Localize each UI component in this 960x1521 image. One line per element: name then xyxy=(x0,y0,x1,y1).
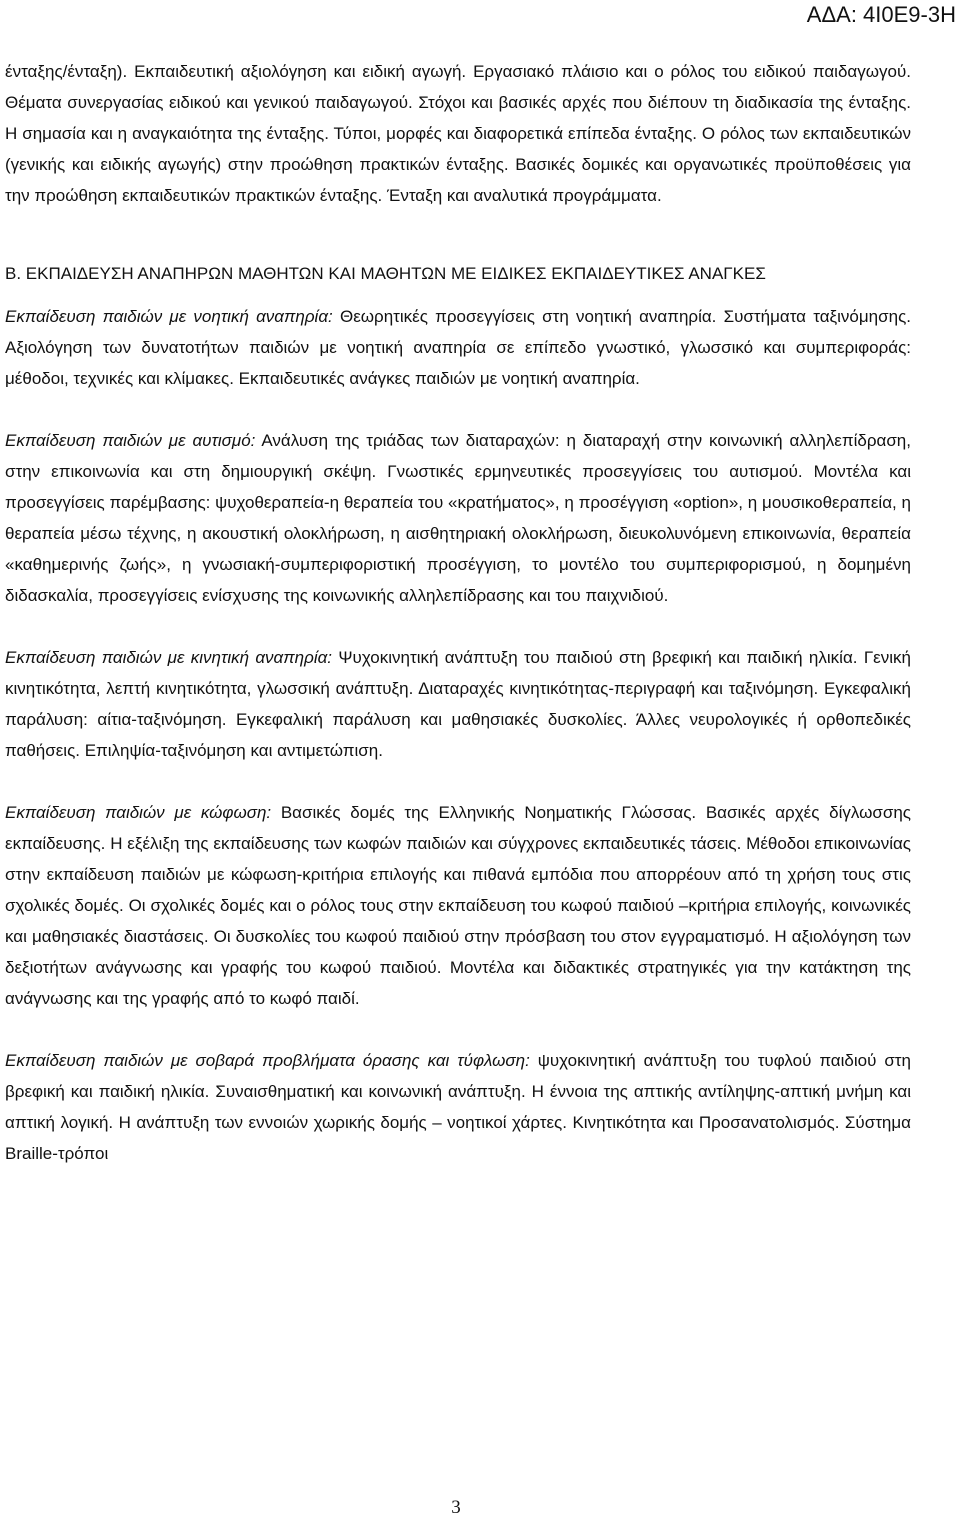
section-autism xyxy=(5,425,911,611)
page-number: 3 xyxy=(451,1497,461,1518)
topic-text: Βασικές δομές της Ελληνικής Νοηματικής Γλώσσας. Βασικές αρχές δίγλωσσης εκπαίδευσης. Η εξέλιξη της εκπαίδευσης των κωφών παιδιών και σύγχρονες εκπαιδευτικές τάσεις. Μέθοδοι επικοινωνίας στην εκπαίδευση παιδιών με κώφωση-κριτήρια επιλογής και πιθανά εμπόδια που απορρέουν από τη χρήση τους στις σχολικές δομές. Οι σχολικές δομές και ο ρόλος τους στην εκπαίδευση του κωφού παιδιού –κριτήρια επιλογής, κοινωνικές και μαθησιακές διαστάσεις. Οι δυσκολίες του κωφού παιδιού στην πρόσβαση του στον εγγραματισμό. Η αξιολόγηση των δεξιοτήτων ανάγνωσης και γραφής του κωφού παιδιού. Μοντέλα και διδακτικές στρατηγικές για την κατάκτηση της ανάγνωσης και της γραφής από το κωφό παιδί. xyxy=(5,803,911,1008)
topic-title: Εκπαίδευση παιδιών με αυτισμό: xyxy=(5,431,256,450)
section-deafness xyxy=(5,797,911,1014)
topic-title: Εκπαίδευση παιδιών με κινητική αναπηρία: xyxy=(5,648,333,667)
topic-text: ψυχοκινητική ανάπτυξη του τυφλού παιδιού στη βρεφική και παιδική ηλικία. Συναισθηματική και κοινωνική ανάπτυξη. Η έννοια της απτικής αντίληψης-απτική μνήμη και απτική λογική. Η ανάπτυξη των εννοιών χωρικής δομής – νοητικοί χάρτες. Κινητικότητα και Προσανατολισμός. Σύστημα Braille-τρόποι xyxy=(5,1051,911,1163)
section-heading: Β. ΕΚΠΑΙΔΕΥΣΗ ΑΝΑΠΗΡΩΝ ΜΑΘΗΤΩΝ ΚΑΙ ΜΑΘΗΤΩΝ ΜΕ ΕΙΔΙΚΕΣ ΕΚΠΑΙΔΕΥΤΙΚΕΣ ΑΝΑΓΚΕΣ xyxy=(5,264,766,283)
section-visual-impairment xyxy=(5,1045,911,1169)
topic-text: Θεωρητικές προσεγγίσεις στη νοητική αναπηρία. Συστήματα ταξινόμησης. Αξιολόγηση των δυνατοτήτων παιδιών με νοητική αναπηρία σε επίπεδο γνωστικό, γλωσσικό και συμπεριφοράς: μέθοδοι, τεχνικές και κλίμακες. Εκπαιδευτικές ανάγκες παιδιών με νοητική αναπηρία. xyxy=(5,307,911,388)
intro-paragraph: ένταξης/ένταξη). Εκπαιδευτική αξιολόγηση και ειδική αγωγή. Εργασιακό πλάισιο και ο ρόλος του ειδικού παιδαγωγού. Θέματα συνεργασίας ειδικού και γενικού παιδαγωγού. Στόχοι και βασικές αρχές που διέπουν τη διαδικασία της ένταξης. Η σημασία και η αναγκαιότητα της ένταξης. Τύποι, μορφές και διαφορετικά επίπεδα ένταξης. Ο ρόλος των εκπαιδευτικών (γενικής και ειδικής αγωγής) στην προώθηση πρακτικών ένταξης. Βασικές δομικές και οργανωτικές προϋποθέσεις για την προώθηση εκπαιδευτικών πρακτικών ένταξης. Ένταξη και αναλυτικά προγράμματα. xyxy=(5,62,911,205)
topic-title: Εκπαίδευση παιδιών με κώφωση: xyxy=(5,803,272,822)
page-body xyxy=(5,56,911,1169)
topic-title: Εκπαίδευση παιδιών με σοβαρά προβλήματα όρασης και τύφλωση: xyxy=(5,1051,530,1070)
topic-text: Ανάλυση της τριάδας των διαταραχών: η διαταραχή στην κοινωνική αλληλεπίδραση, στην επικοινωνία και στη δημιουργική σκέψη. Γνωστικές ερμηνευτικές προσεγγίσεις του αυτισμού. Μοντέλα και προσεγγίσεις παρέμβασης: ψυχοθεραπεία-η θεραπεία του «κρατήματος», η προσέγγιση «option», η μουσικοθεραπεία, η θεραπεία μέσω τέχνης, η ακουστική ολοκλήρωση, η αισθητηριακή ολοκλήρωση, διευκολυνόμενη επικοινωνία, θεραπεία «καθημερινής ζωής», η γνωσιακή-συμπεριφοριστική προσέγγιση, το μοντέλο του συμπεριφορισμού, η δομημένη διδασκαλία, προσεγγίσεις ενίσχυσης της κοινωνικής αλληλεπίδρασης και του παιχνιδιού. xyxy=(5,431,911,605)
section-motor-disability xyxy=(5,642,911,766)
topic-title: Εκπαίδευση παιδιών με νοητική αναπηρία: xyxy=(5,307,333,326)
section-intellectual-disability xyxy=(5,301,911,394)
topic-text: Ψυχοκινητική ανάπτυξη του παιδιού στη βρεφική και παιδική ηλικία. Γενική κινητικότητα, λεπτή κινητικότητα, γλωσσική ανάπτυξη. Διαταραχές κινητικότητας-περιγραφή και ταξινόμηση. Εγκεφαλική παράλυση: αίτια-ταξινόμηση. Εγκεφαλική παράλυση και μαθησιακές δυσκολίες. Άλλες νευρολογικές ή ορθοπεδικές παθήσεις. Επιληψία-ταξινόμηση και αντιμετώπιση. xyxy=(5,648,911,760)
document-code: ΑΔΑ: 4Ι0Ε9-3Η xyxy=(806,2,956,27)
